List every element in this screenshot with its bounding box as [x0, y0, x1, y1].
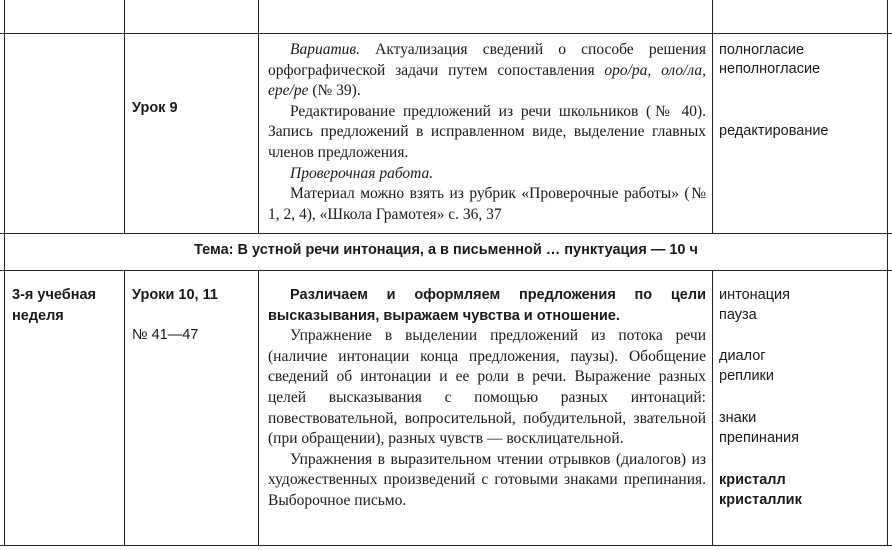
- section-heading: Различаем и оформляем предложения по цели высказывания, выражаем чувства и отношение.: [268, 287, 706, 324]
- table-border: [258, 0, 259, 234]
- paragraph: Упражнения в выразительном чтении отрывков (диалогов) из художественных произведений с готовыми знаками препинания. Выборочное письмо.: [268, 450, 706, 509]
- table-border: [0, 33, 892, 34]
- term: неполногласие: [719, 61, 821, 77]
- lessons-10-11-content: [268, 285, 706, 512]
- week-label: 3-я учебная неделя: [12, 287, 96, 324]
- paragraph: Упражнение в выделении предложений из потока речи (наличие интонации конца предложения, паузы). Обобщение сведений об интонации и ее роли в речи. Выражение разных целей высказывания с помощью разных интонаций: повествовательной, вопросительной, побудительной, звательной (при обращении), разных чувств — восклицательной.: [268, 327, 706, 448]
- term: полногласие: [719, 42, 805, 58]
- table-border: [712, 0, 713, 234]
- term: пауза: [719, 307, 757, 323]
- lesson-9-label: Урок 9: [132, 100, 178, 116]
- table-border: [712, 270, 713, 546]
- term: препинания: [719, 430, 799, 446]
- table-border: [124, 270, 125, 546]
- bold-term: кристаллик: [719, 492, 802, 508]
- table-border: [887, 0, 888, 546]
- spelling-patterns: оро/ра, оло/ла, ере/ре: [268, 61, 707, 100]
- exercise-ref: (№ 39).: [308, 82, 361, 100]
- term: реплики: [719, 368, 774, 384]
- test-work-label: Проверочная работа.: [290, 164, 434, 182]
- exercise-range: № 41—47: [132, 327, 199, 343]
- term: редактирование: [719, 123, 829, 139]
- table-border: [0, 545, 892, 546]
- table-border: [4, 0, 5, 546]
- term: диалог: [719, 348, 766, 364]
- lessons-10-11-label: Уроки 10, 11: [132, 287, 218, 303]
- paragraph: Редактирование предложений из речи школьников (№ 40). Запись предложений в исправленном виде, выделение главных членов предложения.: [268, 102, 706, 161]
- paragraph-text: Актуализация сведений о способе решения орфографической задачи путем сопоставления: [268, 41, 706, 79]
- lesson-9-content: [268, 40, 706, 225]
- paragraph: Материал можно взять из рубрик «Проверочные работы» (№ 1, 2, 4), «Школа Грамотея» с. 36, 37: [268, 185, 706, 223]
- table-border: [124, 0, 125, 234]
- topic-header: Тема: В устной речи интонация, а в письменной … пунктуация — 10 ч: [194, 242, 698, 258]
- table-border: [0, 270, 892, 271]
- paragraph: [268, 40, 706, 102]
- table-border: [258, 270, 259, 546]
- bold-term: кристалл: [719, 472, 786, 488]
- term: интонация: [719, 287, 790, 303]
- term: знаки: [719, 410, 757, 426]
- table-border: [0, 233, 892, 234]
- variativ-label: Вариатив.: [290, 41, 361, 58]
